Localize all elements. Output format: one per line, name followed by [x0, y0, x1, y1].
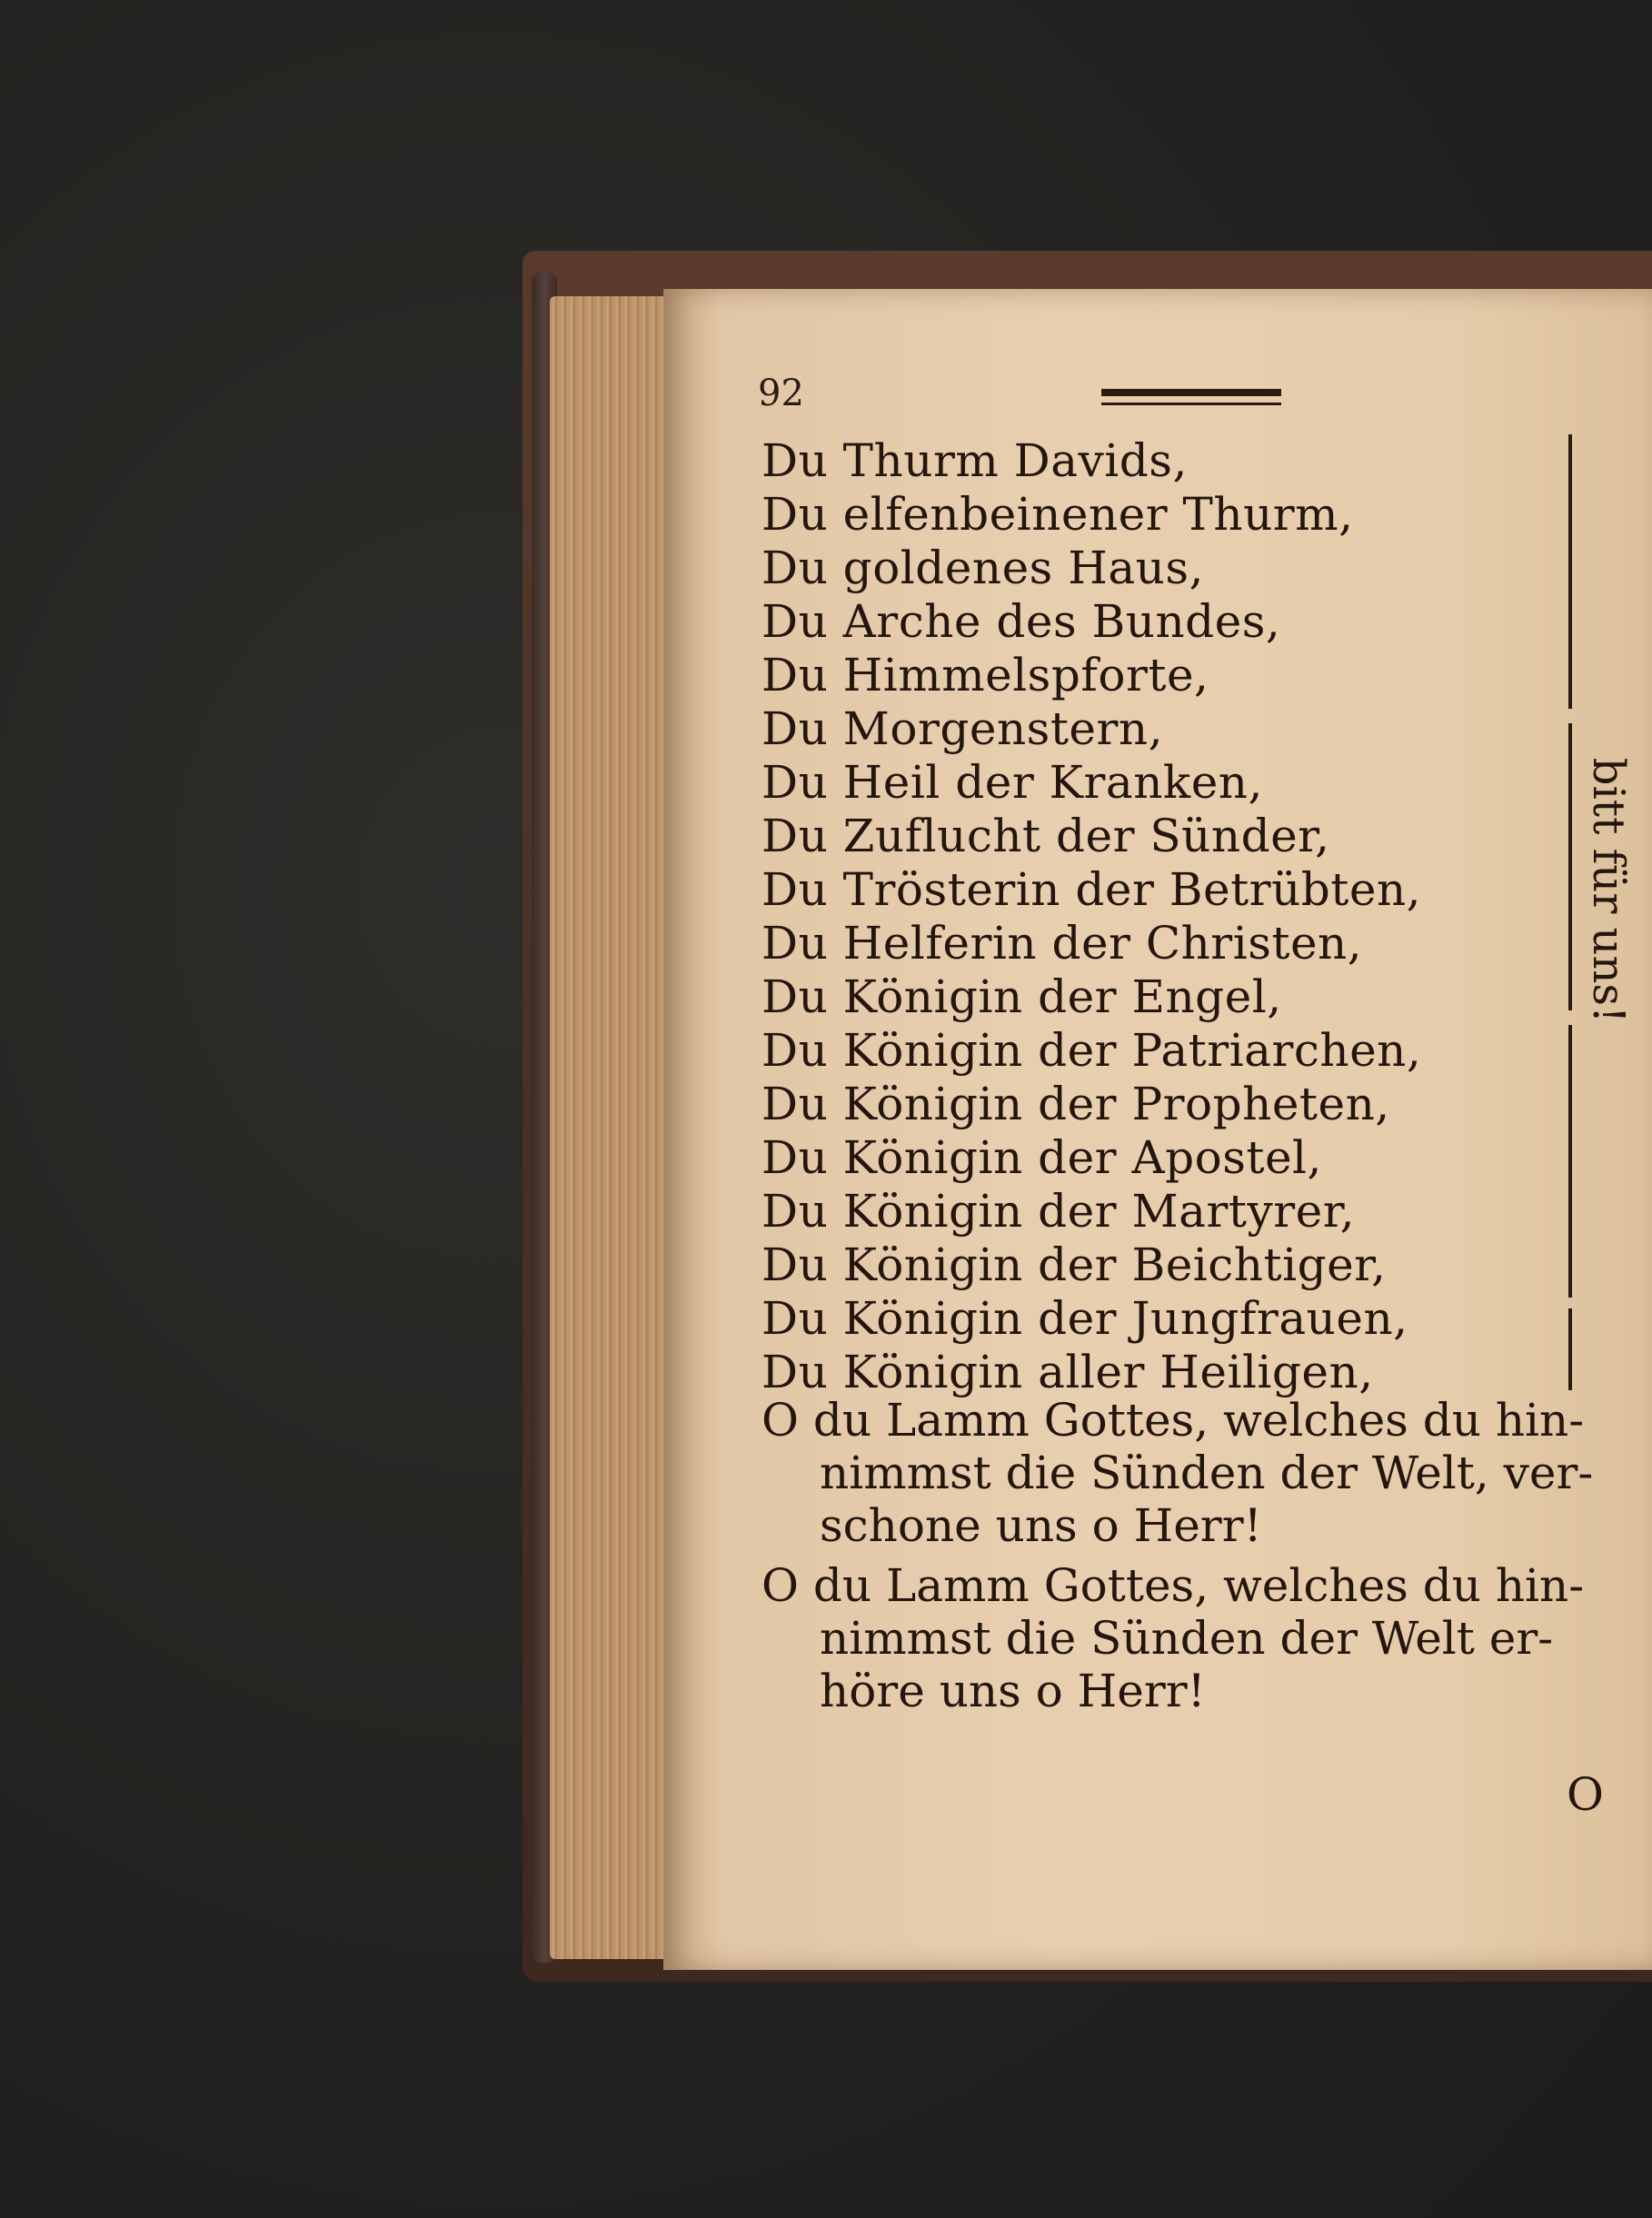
invocation-line: Du Königin der Patriarchen, [761, 1024, 1422, 1077]
invocation-line: Du Heil der Kranken, [761, 756, 1263, 809]
invocation-line: Du goldenes Haus, [761, 542, 1204, 594]
invocation-line: Du Morgenstern, [761, 702, 1164, 755]
response-bracket [1568, 1308, 1572, 1390]
invocation-line: Du Königin aller Heiligen, [761, 1346, 1374, 1398]
prayer-line: höre uns o Herr! [820, 1665, 1206, 1717]
invocation-line: Du Trösterin der Betrübten, [761, 863, 1422, 916]
invocation-line: Du Himmelspforte, [761, 649, 1209, 701]
prayer-line: O du Lamm Gottes, welches du hin- [761, 1394, 1585, 1447]
invocation-line: Du Königin der Jungfrauen, [761, 1292, 1408, 1345]
litany-invocations [761, 434, 1421, 1399]
invocation-line: Du Königin der Beichtiger, [761, 1238, 1387, 1291]
invocation-line: Du Helferin der Christen, [761, 917, 1363, 970]
invocation-line: Du elfenbeinener Thurm, [761, 488, 1354, 541]
invocation-line: Du Arche des Bundes, [761, 595, 1281, 648]
invocation-line: Du Königin der Apostel, [761, 1131, 1322, 1184]
header-ornament [1101, 389, 1281, 405]
invocation-line: Du Königin der Martyrer, [761, 1185, 1356, 1238]
invocation-line: Du Thurm Davids, [761, 434, 1188, 487]
response-bracket [1568, 1025, 1572, 1298]
agnus-dei-prayer-2 [761, 1559, 1634, 1717]
response-text: bitt für uns! [1583, 757, 1634, 1024]
response-bracket [1568, 723, 1572, 1010]
prayer-line: schone uns o Herr! [820, 1499, 1262, 1552]
invocation-line: Du Königin der Engel, [761, 970, 1282, 1023]
prayer-line: nimmst die Sünden der Welt er- [820, 1612, 1554, 1665]
page-number: 92 [758, 373, 804, 414]
agnus-dei-prayer-1 [761, 1394, 1634, 1552]
invocation-line: Du Zuflucht der Sünder, [761, 810, 1330, 862]
prayer-line: O du Lamm Gottes, welches du hin- [761, 1559, 1585, 1612]
response-bracket [1568, 434, 1572, 709]
invocation-line: Du Königin der Propheten, [761, 1078, 1390, 1130]
prayer-line: nimmst die Sünden der Welt, ver- [820, 1447, 1594, 1499]
catchword: O [1567, 1768, 1604, 1821]
